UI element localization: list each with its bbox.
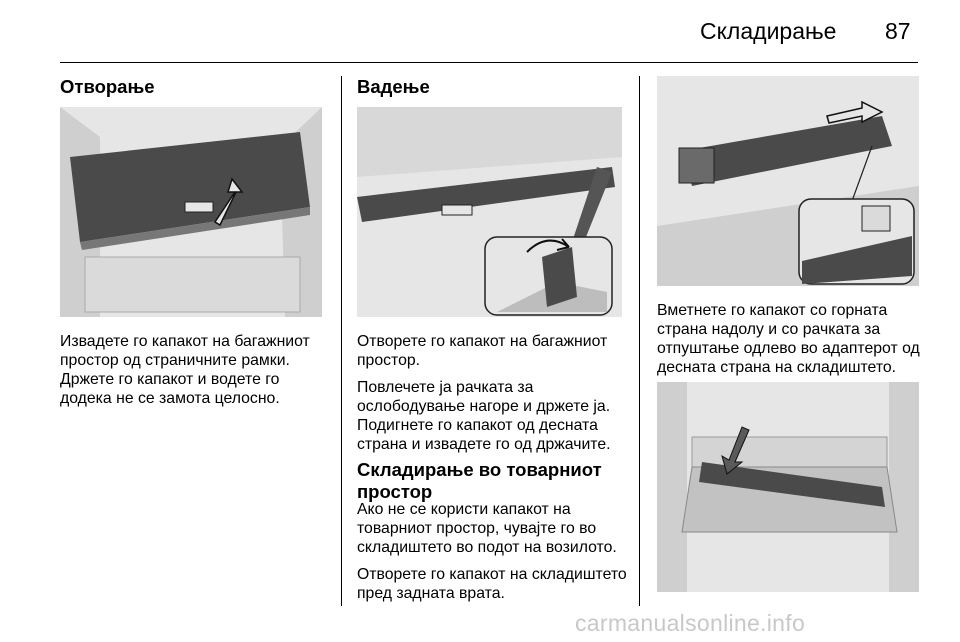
removal-instructions [357, 332, 627, 462]
figure-storage-compartment [657, 382, 919, 592]
storage-paragraph-1: Ако не се користи капакот на товарниот простор, чувајте го во складиштето во подот на возилото. [357, 501, 617, 556]
insert-instructions [657, 301, 932, 385]
storage-paragraph-2: Отворете го капакот на складиштето пред задната врата. [357, 566, 627, 602]
column-separator-1 [341, 76, 342, 606]
section-heading-removal: Вадење [357, 76, 430, 97]
opening-paragraph-1: Извадете го капакот на багажниот простор од страничните рамки. Држете го капакот и водете го додека не се замота целосно. [60, 333, 310, 407]
opening-instructions [60, 332, 328, 416]
storage-instructions [357, 500, 627, 611]
page-number: 87 [885, 18, 911, 44]
removal-paragraph-2: Повлечете ја рачката за ослободување нагоре и држете ја. Подигнете го капакот од десната страна и извадете го од држачите. [357, 379, 611, 453]
insert-paragraph-1: Вметнете го капакот со горната страна надолу и со рачката за отпуштање одлево во адаптерот од десната страна на складиштето. [657, 302, 920, 376]
page-header-title: Складирање [700, 18, 837, 44]
figure-insert-cover [657, 76, 919, 286]
section-heading-storage: Складирање во товарниот простор [357, 459, 602, 502]
header-rule [60, 62, 918, 63]
removal-paragraph-1: Отворете го капакот на багажниот простор. [357, 333, 608, 369]
section-heading-opening: Отворање [60, 76, 155, 97]
column-separator-2 [639, 76, 640, 606]
figure-removal-cover [357, 107, 622, 317]
watermark: carmanualsonline.info [575, 610, 806, 636]
figure-opening-cover [60, 107, 322, 317]
